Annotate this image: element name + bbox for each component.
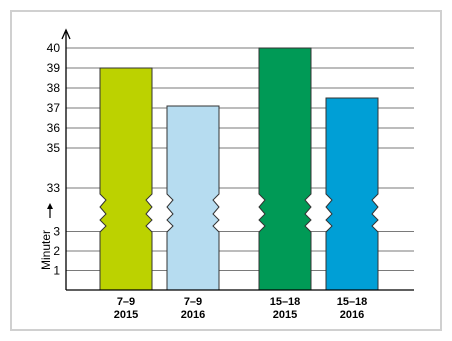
y-tick-label: 1 <box>53 263 60 278</box>
bar-1 <box>100 68 152 290</box>
y-tick-label: 2 <box>53 244 60 258</box>
x-category-year: 2015 <box>272 309 298 321</box>
y-tick-label: 3 <box>53 224 60 239</box>
ylabel-arrow-head <box>47 203 53 209</box>
x-category-year: 2016 <box>339 309 365 321</box>
y-tick-label: 36 <box>46 121 60 135</box>
y-tick-label: 40 <box>46 41 60 55</box>
bar-4 <box>326 98 378 290</box>
x-category-label: 7–9 <box>116 296 136 308</box>
y-tick-label: 38 <box>46 81 60 95</box>
bar-2 <box>167 106 219 290</box>
y-tick-label: 37 <box>46 101 60 115</box>
x-category-label: 7–9 <box>183 296 203 308</box>
y-axis-label: Minuter <box>39 229 53 271</box>
x-category-label: 15–18 <box>336 296 368 308</box>
y-tick-label: 33 <box>46 181 60 195</box>
y-tick-label: 39 <box>46 61 60 75</box>
y-tick-label: 35 <box>46 141 60 155</box>
bar-3 <box>259 48 311 290</box>
x-category-label: 15–18 <box>269 296 301 308</box>
x-category-year: 2016 <box>180 309 206 321</box>
x-category-year: 2015 <box>113 309 139 321</box>
